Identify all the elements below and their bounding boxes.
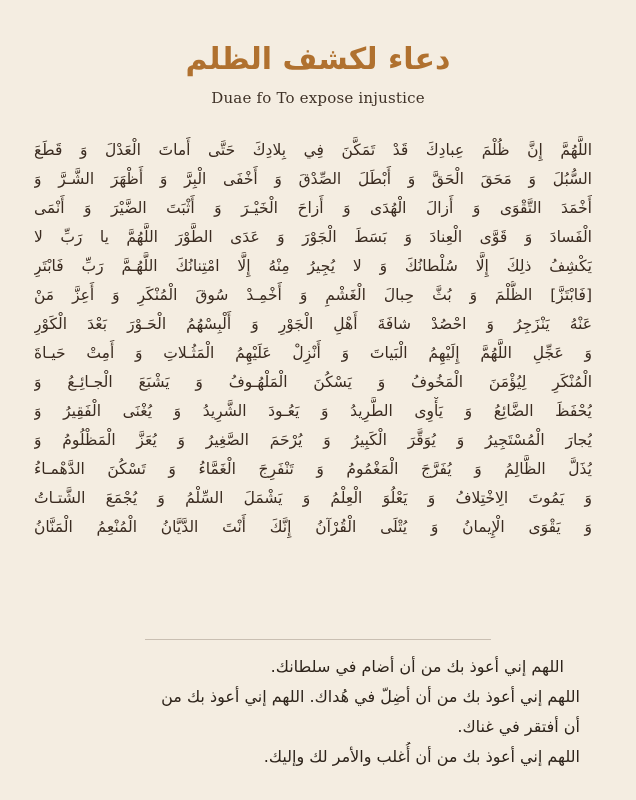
page-subtitle: Duae fo To expose injustice [211,89,425,107]
supplication-line: أن أفتقر في غناك. [457,717,580,736]
dua-line: اللَّهُمَّ إِنَّ ظُلْمَ عِبادِكَ قَدْ تَمَكَّنَ فِي بِلادِكَ حَتَّى أَماتَ الْعَدْلَ وَ قَطَعَ [34,141,592,159]
dua-line: أَخْمَدَ التَّقْوَى وَ أَزالَ الْهُدَى وَ أَزاحَ الْخَيْـرَ وَ أَثْبَتَ الضَّيْرَ وَ أَنْمَى [34,199,592,217]
dua-line: وَ عَجِّلِ اللَّهُمَّ إِلَيْهِمُ الْبَياتَ وَ أَنْزِلْ عَلَيْهِمُ الْمَثُـلاتِ وَ أَمِتْ حَيـاةَ [34,344,592,362]
dua-line: وَ يَمُوتَ الِاخْتِلافُ وَ يَعْلُوَ الْعِلْمُ وَ يَشْمَلَ السِّلْمُ وَ يُجْمَعَ الشَّتـاتُ [34,489,592,507]
dua-line: يَكْشِفُ ذلِكَ إِلَّا سُلْطانُكَ وَ لا يُجِيرُ مِنْهُ إِلَّا امْتِنانُكَ اللَّهُـمَّ رَبِّ فَابْتَرِ [34,257,592,275]
supplication-line: اللهم إني أعوذ بك من أن أضام في سلطانك. [270,657,564,676]
dua-line: عَنْهُ يَنْزَجِرُ وَ احْصُدْ شافَةَ أَهْلِ الْجَوْرِ وَ أَلْبِسْهُمُ الْحَـوْرَ بَعْدَ الْكَوْرِ [34,315,592,333]
dua-line: [فَابْتَزَّ] الظُّلْمَ وَ بُثَّ حِبالَ الْغَشْمِ وَ أَخْمِـدْ سُوقَ الْمُنْكَرِ وَ أَعِزَّ مَنْ [34,286,592,304]
dua-line: وَ يَقْوَى الْإِيمانُ وَ يُتْلَى الْقُرْآنُ إِنَّكَ أَنْتَ الدَّيَّانُ الْمُنْعِمُ الْمَنَّانُ [34,518,592,536]
dua-text [34,136,592,542]
supplication-line: اللهم إني أعوذ بك من أن أضِلّ في هُداك. اللهم إني أعوذ بك من [161,687,580,706]
dua-line: يُذَلَّ الظَّالِمُ وَ يُفَرَّجَ الْمَغْمُومُ وَ تَنْفَرِجَ الْغَمَّاءُ وَ تَسْكُنَ الدَّهْمـاءُ [34,460,592,478]
dua-line: الْفَسادَ وَ قَوَّى الْعِنادَ وَ بَسَطَ الْجَوْرَ وَ عَدَى الطَّوْرَ اللَّهُمَّ يا رَبِّ لا [34,228,592,246]
dua-line: يُحْفَظَ الضَّائِعُ وَ يَأْوِى الطَّرِيدُ وَ يَعُـودَ الشَّرِيدُ وَ يُغْنَى الْفَقِيرُ وَ [34,402,592,420]
dua-line: الْمُنْكَرِ لِيُؤْمَنَ الْمَخُوفُ وَ يَسْكُنَ الْمَلْهُـوفُ وَ يَشْبَعَ الْجـائِـعُ وَ [34,373,592,391]
section-divider [145,639,491,640]
dua-line: السُّبُلَ وَ مَحَقَ الْحَقَّ وَ أَبْطَلَ الصِّدْقَ وَ أَخْفَى الْبِرَّ وَ أَظْهَرَ الشَّـرَّ وَ [34,170,592,188]
supplication-text [32,652,580,772]
page-title: دعاء لكشف الظلم [185,42,451,77]
dua-line: يُجارَ الْمُسْتَجِيرُ وَ يُوَقَّرَ الْكَبِيرُ وَ يُرْحَمَ الصَّغِيرُ وَ يُعَزَّ الْمَظْلُومُ وَ [34,431,592,449]
supplication-line: اللهم إني أعوذ بك من أن أُغلب والأمر لك وإليك. [263,747,580,766]
